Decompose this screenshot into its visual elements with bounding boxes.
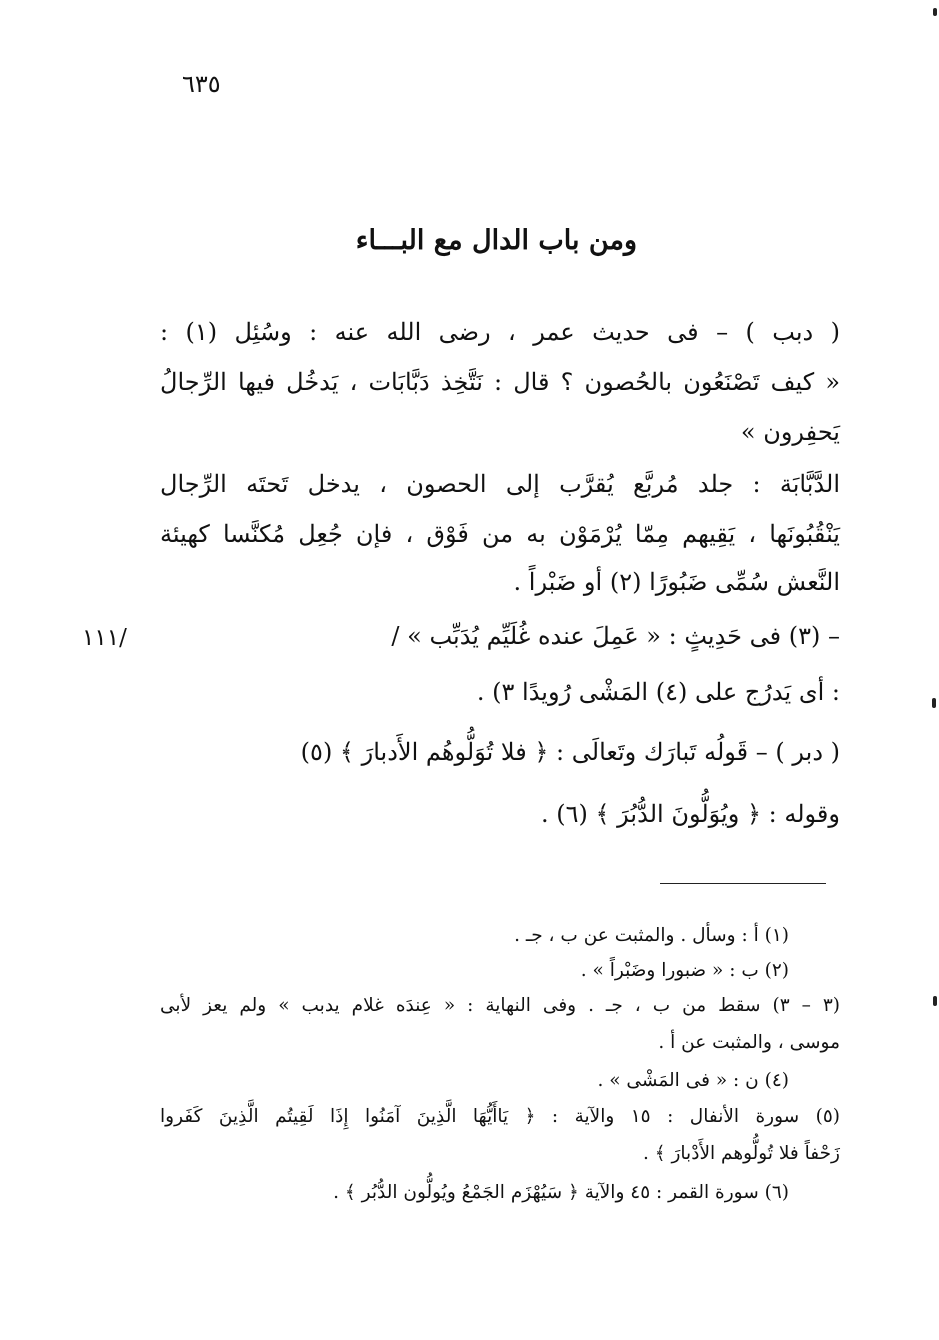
footnote: زَحْفاً فلا تُولُّوهم الأَدْبارَ ﴾ . <box>643 1143 840 1164</box>
scan-mark <box>933 8 937 16</box>
body-line: ( دبر ) – قَولُه تَبارَك وتَعالَى : ﴿ فلا تُوَلُّوهُم الأَدبارَ ﴾ (٥) <box>300 738 840 766</box>
scan-mark <box>933 996 937 1006</box>
footnote-separator <box>660 883 826 884</box>
footnote: (٦) سورة القمر : ٤٥ والآية ﴿ سَيُهْزَم الجَمْعُ ويُولُّون الدُّبُر ﴾ . <box>333 1182 789 1203</box>
body-line: « كيف تَصْنَعُون بالحُصون ؟ قال : نَتَّخِذ دَبَّابَات ، يَدخُل فيها الرِّجالُ <box>160 368 840 396</box>
body-line: – (٣) فى حَدِيثٍ : « عَمِلَ عنده غُلَيِّم يُدَبِّب » / <box>391 622 840 650</box>
footnote: موسى ، والمثبت عن أ . <box>658 1032 840 1053</box>
body-line: : أى يَدرُج على (٤) المَشْى رُويدًا ٣) . <box>476 678 840 706</box>
scan-mark <box>932 698 936 708</box>
body-line: النَّعش سُمِّى ضَبُورًا (٢) أو ضَبْراً . <box>513 568 840 596</box>
section-title: ومن باب الدال مع البـــاء <box>355 225 637 256</box>
body-line: الدَّبَّابَة : جلد مُربَّع يُقرَّب إلى الحصون ، يدخل تَحتَه الرِّجال <box>160 470 840 498</box>
footnote: (٥) سورة الأنفال : ١٥ والآية : ﴿ يَاأَيُّهَا الَّذِينَ آمَنُوا إِذَا لَقِيتُم الَّذِينَ كَفَروا <box>160 1106 841 1127</box>
body-line: يَنْقُبُونَها ، يَقِيهم مِمّا يُرْمَوْن به من فَوْق ، فإن جُعِل مُكنَّسا كهيئة <box>160 520 840 548</box>
body-line: وقوله : ﴿ ويُوَلُّونَ الدُّبُرَ ﴾ (٦) . <box>540 800 840 828</box>
footnote: (١) أ : وسأل . والمثبت عن ب ، جـ . <box>514 925 789 946</box>
page-number: ٦٣٥ <box>182 70 221 98</box>
margin-folio-marker: ١١١/ <box>82 625 127 651</box>
footnote: (٣ – ٣) سقط من ب ، جـ . وفى النهاية : « عِندَه غلام يدبب » ولم يعز لأبى <box>160 995 841 1016</box>
body-line: يَحفِرون » <box>740 418 840 446</box>
body-line: ( دبب ) – فى حديث عمر ، رضى الله عنه : وسُئِل (١) : <box>160 318 841 346</box>
footnote: (٢) ب : « ضبورا وضَبْراً » . <box>580 960 789 981</box>
footnote: (٤) ن : « فى المَشْى » . <box>597 1070 789 1091</box>
